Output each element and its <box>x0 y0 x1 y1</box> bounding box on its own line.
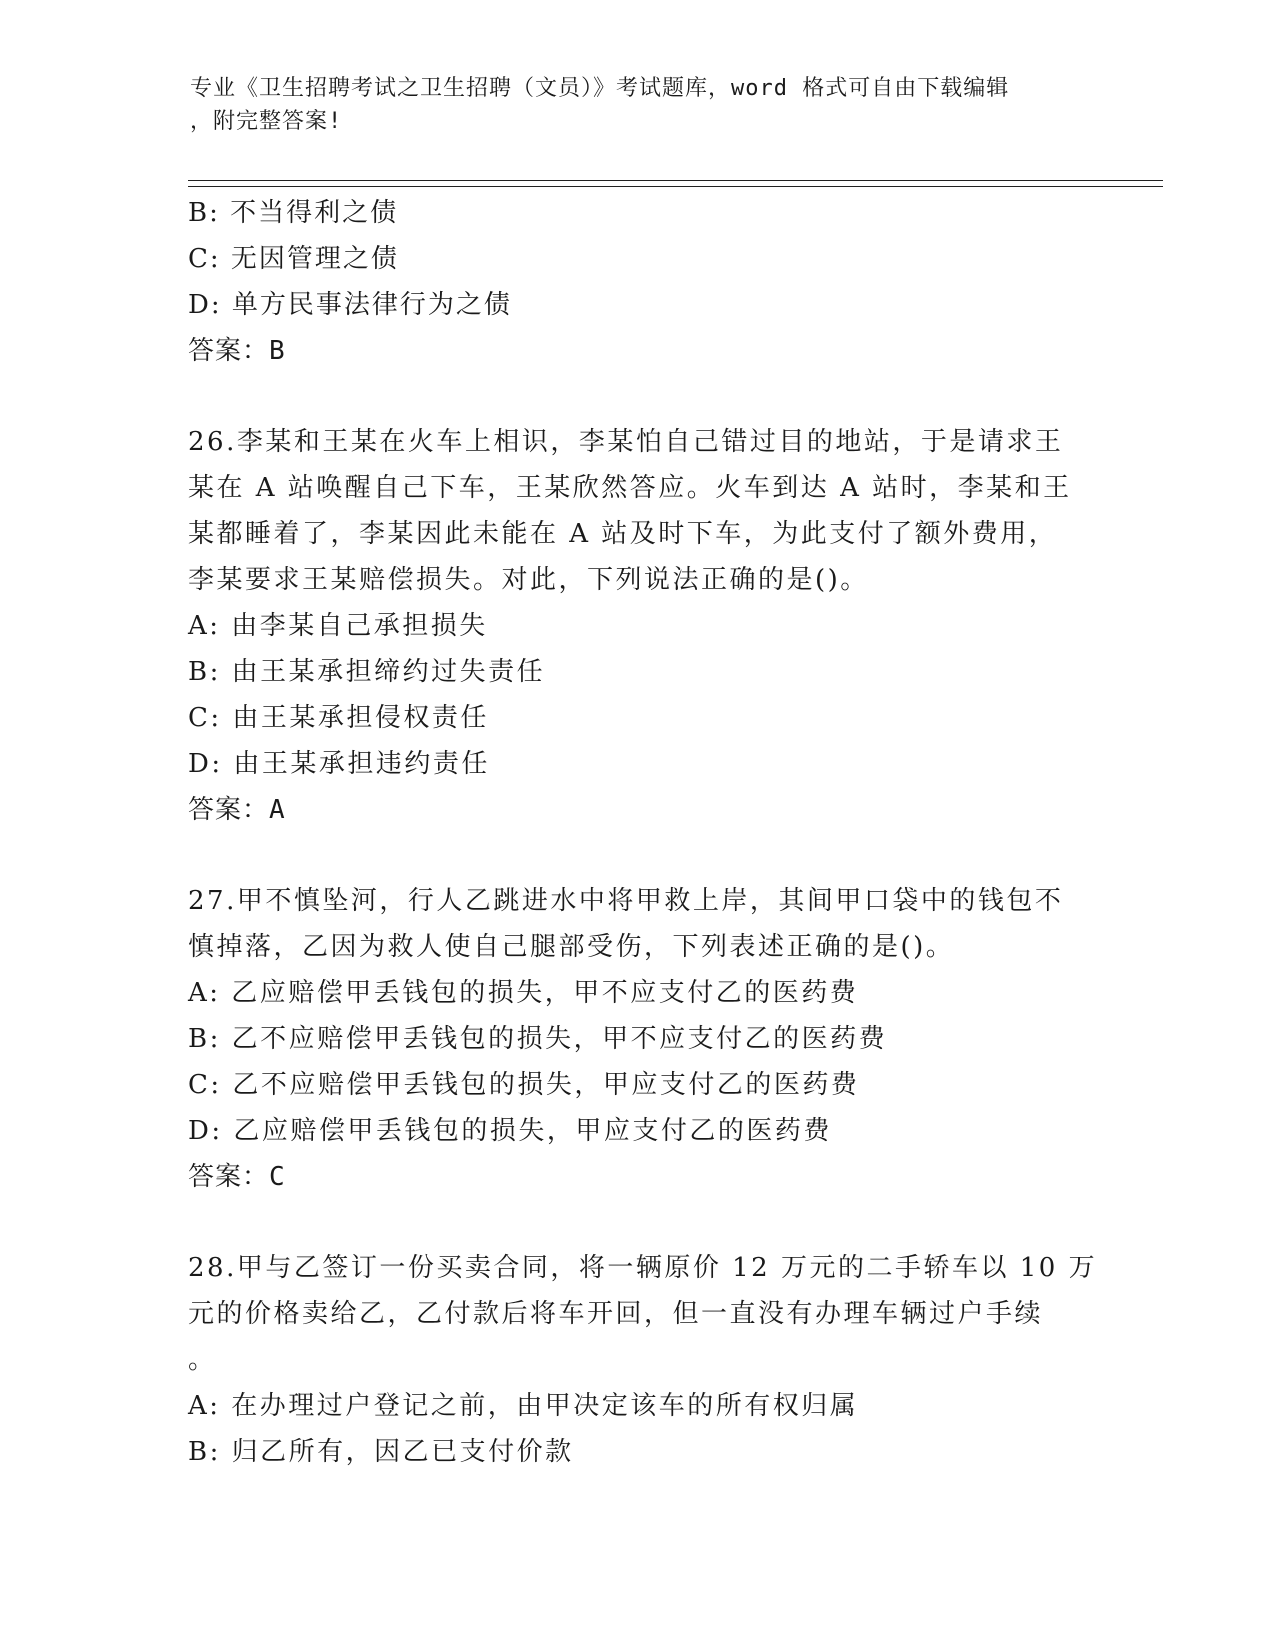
answer-label: 答案： <box>188 795 270 825</box>
option-a: A: 由李某自己承担损失 <box>188 611 488 641</box>
question-list <box>188 190 1098 1475</box>
option-c: C: 乙不应赔偿甲丢钱包的损失，甲应支付乙的医药费 <box>188 1070 860 1100</box>
question-27 <box>188 878 1088 1200</box>
header-divider <box>188 186 1163 187</box>
answer <box>188 787 1088 833</box>
header-line: ，附完整答案! <box>190 109 343 134</box>
option-b: B: 由王某承担缔约过失责任 <box>188 657 546 687</box>
option-b: B: 归乙所有，因乙已支付价款 <box>188 1437 574 1467</box>
option-d: D: 单方民事法律行为之债 <box>188 290 512 320</box>
answer-label: 答案： <box>188 1162 270 1192</box>
option-c: C: 无因管理之债 <box>188 244 399 274</box>
question-stem: 慎掉落，乙因为救人使自己腿部受伤，下列表述正确的是()。 <box>188 932 955 962</box>
answer-value: A <box>269 795 286 825</box>
option-d: D: 由王某承担违约责任 <box>188 749 490 779</box>
question-stem: 元的价格卖给乙，乙付款后将车开回，但一直没有办理车辆过户手续 <box>188 1299 1044 1329</box>
option-d: D: 乙应赔偿甲丢钱包的损失，甲应支付乙的医药费 <box>188 1116 832 1146</box>
question-28 <box>188 1245 1098 1475</box>
option-b: B: 乙不应赔偿甲丢钱包的损失，甲不应支付乙的医药费 <box>188 1024 888 1054</box>
question-stem: 某都睡着了，李某因此未能在 A 站及时下车，为此支付了额外费用， <box>188 519 1058 549</box>
question-stem: 26.李某和王某在火车上相识，李某怕自己错过目的地站，于是请求王 <box>188 427 1064 457</box>
question-stem: 某在 A 站唤醒自己下车，王某欣然答应。火车到达 A 站时，李某和王 <box>188 473 1072 503</box>
option-b: B: 不当得利之债 <box>188 198 399 228</box>
answer-value: C <box>269 1162 286 1192</box>
option-c: C: 由王某承担侵权责任 <box>188 703 489 733</box>
question-stem: 李某要求王某赔偿损失。对此，下列说法正确的是()。 <box>188 565 869 595</box>
answer-value: B <box>269 336 286 366</box>
question-stem: 27.甲不慎坠河，行人乙跳进水中将甲救上岸，其间甲口袋中的钱包不 <box>188 886 1064 916</box>
page-header <box>190 72 1090 138</box>
header-divider <box>188 180 1163 181</box>
answer-label: 答案： <box>188 336 270 366</box>
question-stem: 28.甲与乙签订一份买卖合同，将一辆原价 12 万元的二手轿车以 10 万 <box>188 1253 1098 1283</box>
option-a: A: 乙应赔偿甲丢钱包的损失，甲不应支付乙的医药费 <box>188 978 859 1008</box>
answer <box>188 328 1088 374</box>
question-stem: 。 <box>188 1345 217 1375</box>
question-25 <box>188 190 1088 374</box>
question-26 <box>188 419 1088 833</box>
header-line: 专业《卫生招聘考试之卫生招聘（文员）》考试题库，word 格式可自由下载编辑 <box>190 76 1010 101</box>
option-a: A: 在办理过户登记之前，由甲决定该车的所有权归属 <box>188 1391 859 1421</box>
answer <box>188 1154 1088 1200</box>
